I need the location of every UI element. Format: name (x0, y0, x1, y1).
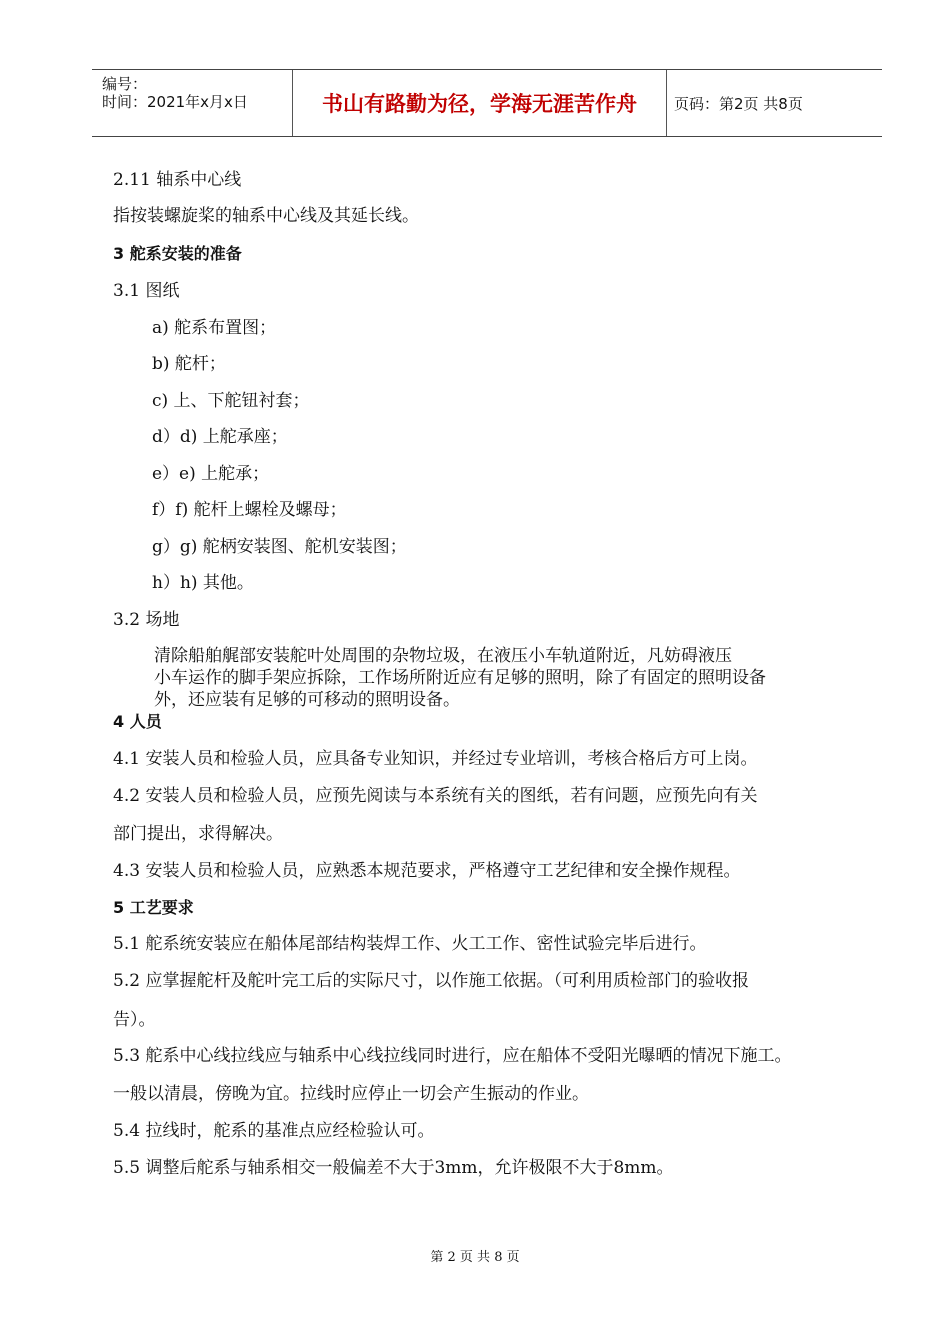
section-5-1: 5.1 舵系统安装应在船体尾部结构装焊工作、火工工作、密性试验完毕后进行。 (113, 934, 707, 954)
section-4-2-cont: 部门提出，求得解决。 (113, 824, 283, 844)
page-footer: 第 2 页 共 8 页 (430, 1250, 520, 1265)
section-2-11-text: 指按装螺旋桨的轴系中心线及其延长线。 (113, 206, 419, 226)
section-5-3: 5.3 舵系中心线拉线应与轴系中心线拉线同时进行，应在船体不受阳光曝晒的情况下施工。 (113, 1046, 792, 1066)
section-3-2-heading: 3.2 场地 (113, 610, 180, 630)
number-label: 编号： (102, 75, 148, 93)
list-item: c) 上、下舵钮衬套； (152, 391, 310, 411)
list-item: h）h) 其他。 (152, 573, 254, 593)
section-5-3-cont: 一般以清晨，傍晚为宜。拉线时应停止一切会产生振动的作业。 (113, 1084, 589, 1104)
section-3-heading: 3 舵系安装的准备 (113, 244, 242, 263)
header-motto: 书山有路勤为径，学海无涯苦作舟 (292, 70, 667, 136)
section-3-1-heading: 3.1 图纸 (113, 281, 180, 301)
section-5-5: 5.5 调整后舵系与轴系相交一般偏差不大于3mm，允许极限不大于8mm。 (113, 1158, 674, 1178)
section-4-1: 4.1 安装人员和检验人员，应具备专业知识，并经过专业培训，考核合格后方可上岗。 (113, 749, 758, 769)
list-item: e）e) 上舵承； (152, 464, 270, 484)
section-5-2-cont: 告）。 (113, 1010, 156, 1030)
section-4-heading: 4 人员 (113, 712, 162, 731)
paragraph-line: 小车运作的脚手架应拆除，工作场所附近应有足够的照明，除了有固定的照明设备 (154, 668, 766, 688)
list-item: d）d) 上舵承座； (152, 427, 288, 447)
section-2-11-heading: 2.11 轴系中心线 (113, 170, 242, 190)
list-item: g）g) 舵柄安装图、舵机安装图； (152, 537, 407, 557)
header-page-label: 页码：第2页 共8页 (674, 94, 803, 113)
section-4-2: 4.2 安装人员和检验人员，应预先阅读与本系统有关的图纸，若有问题，应预先向有关 (113, 786, 758, 806)
header-meta (92, 70, 292, 136)
list-item: f）f) 舵杆上螺栓及螺母； (152, 500, 347, 520)
section-5-heading: 5 工艺要求 (113, 898, 194, 917)
section-5-2: 5.2 应掌握舵杆及舵叶完工后的实际尺寸，以作施工依据。（可利用质检部门的验收报 (113, 971, 749, 991)
list-item: b) 舵杆； (152, 354, 226, 374)
paragraph-line: 外，还应装有足够的可移动的照明设备。 (154, 690, 460, 710)
paragraph-line: 清除船舶艉部安装舵叶处周围的杂物垃圾，在液压小车轨道附近，凡妨碍液压 (154, 646, 732, 666)
time-label: 时间：2021年x月x日 (102, 93, 248, 111)
section-4-3: 4.3 安装人员和检验人员，应熟悉本规范要求，严格遵守工艺纪律和安全操作规程。 (113, 861, 741, 881)
section-3-2-paragraph (113, 645, 863, 711)
list-item: a) 舵系布置图； (152, 318, 277, 338)
page-header (92, 69, 882, 137)
section-5-4: 5.4 拉线时，舵系的基准点应经检验认可。 (113, 1121, 435, 1141)
